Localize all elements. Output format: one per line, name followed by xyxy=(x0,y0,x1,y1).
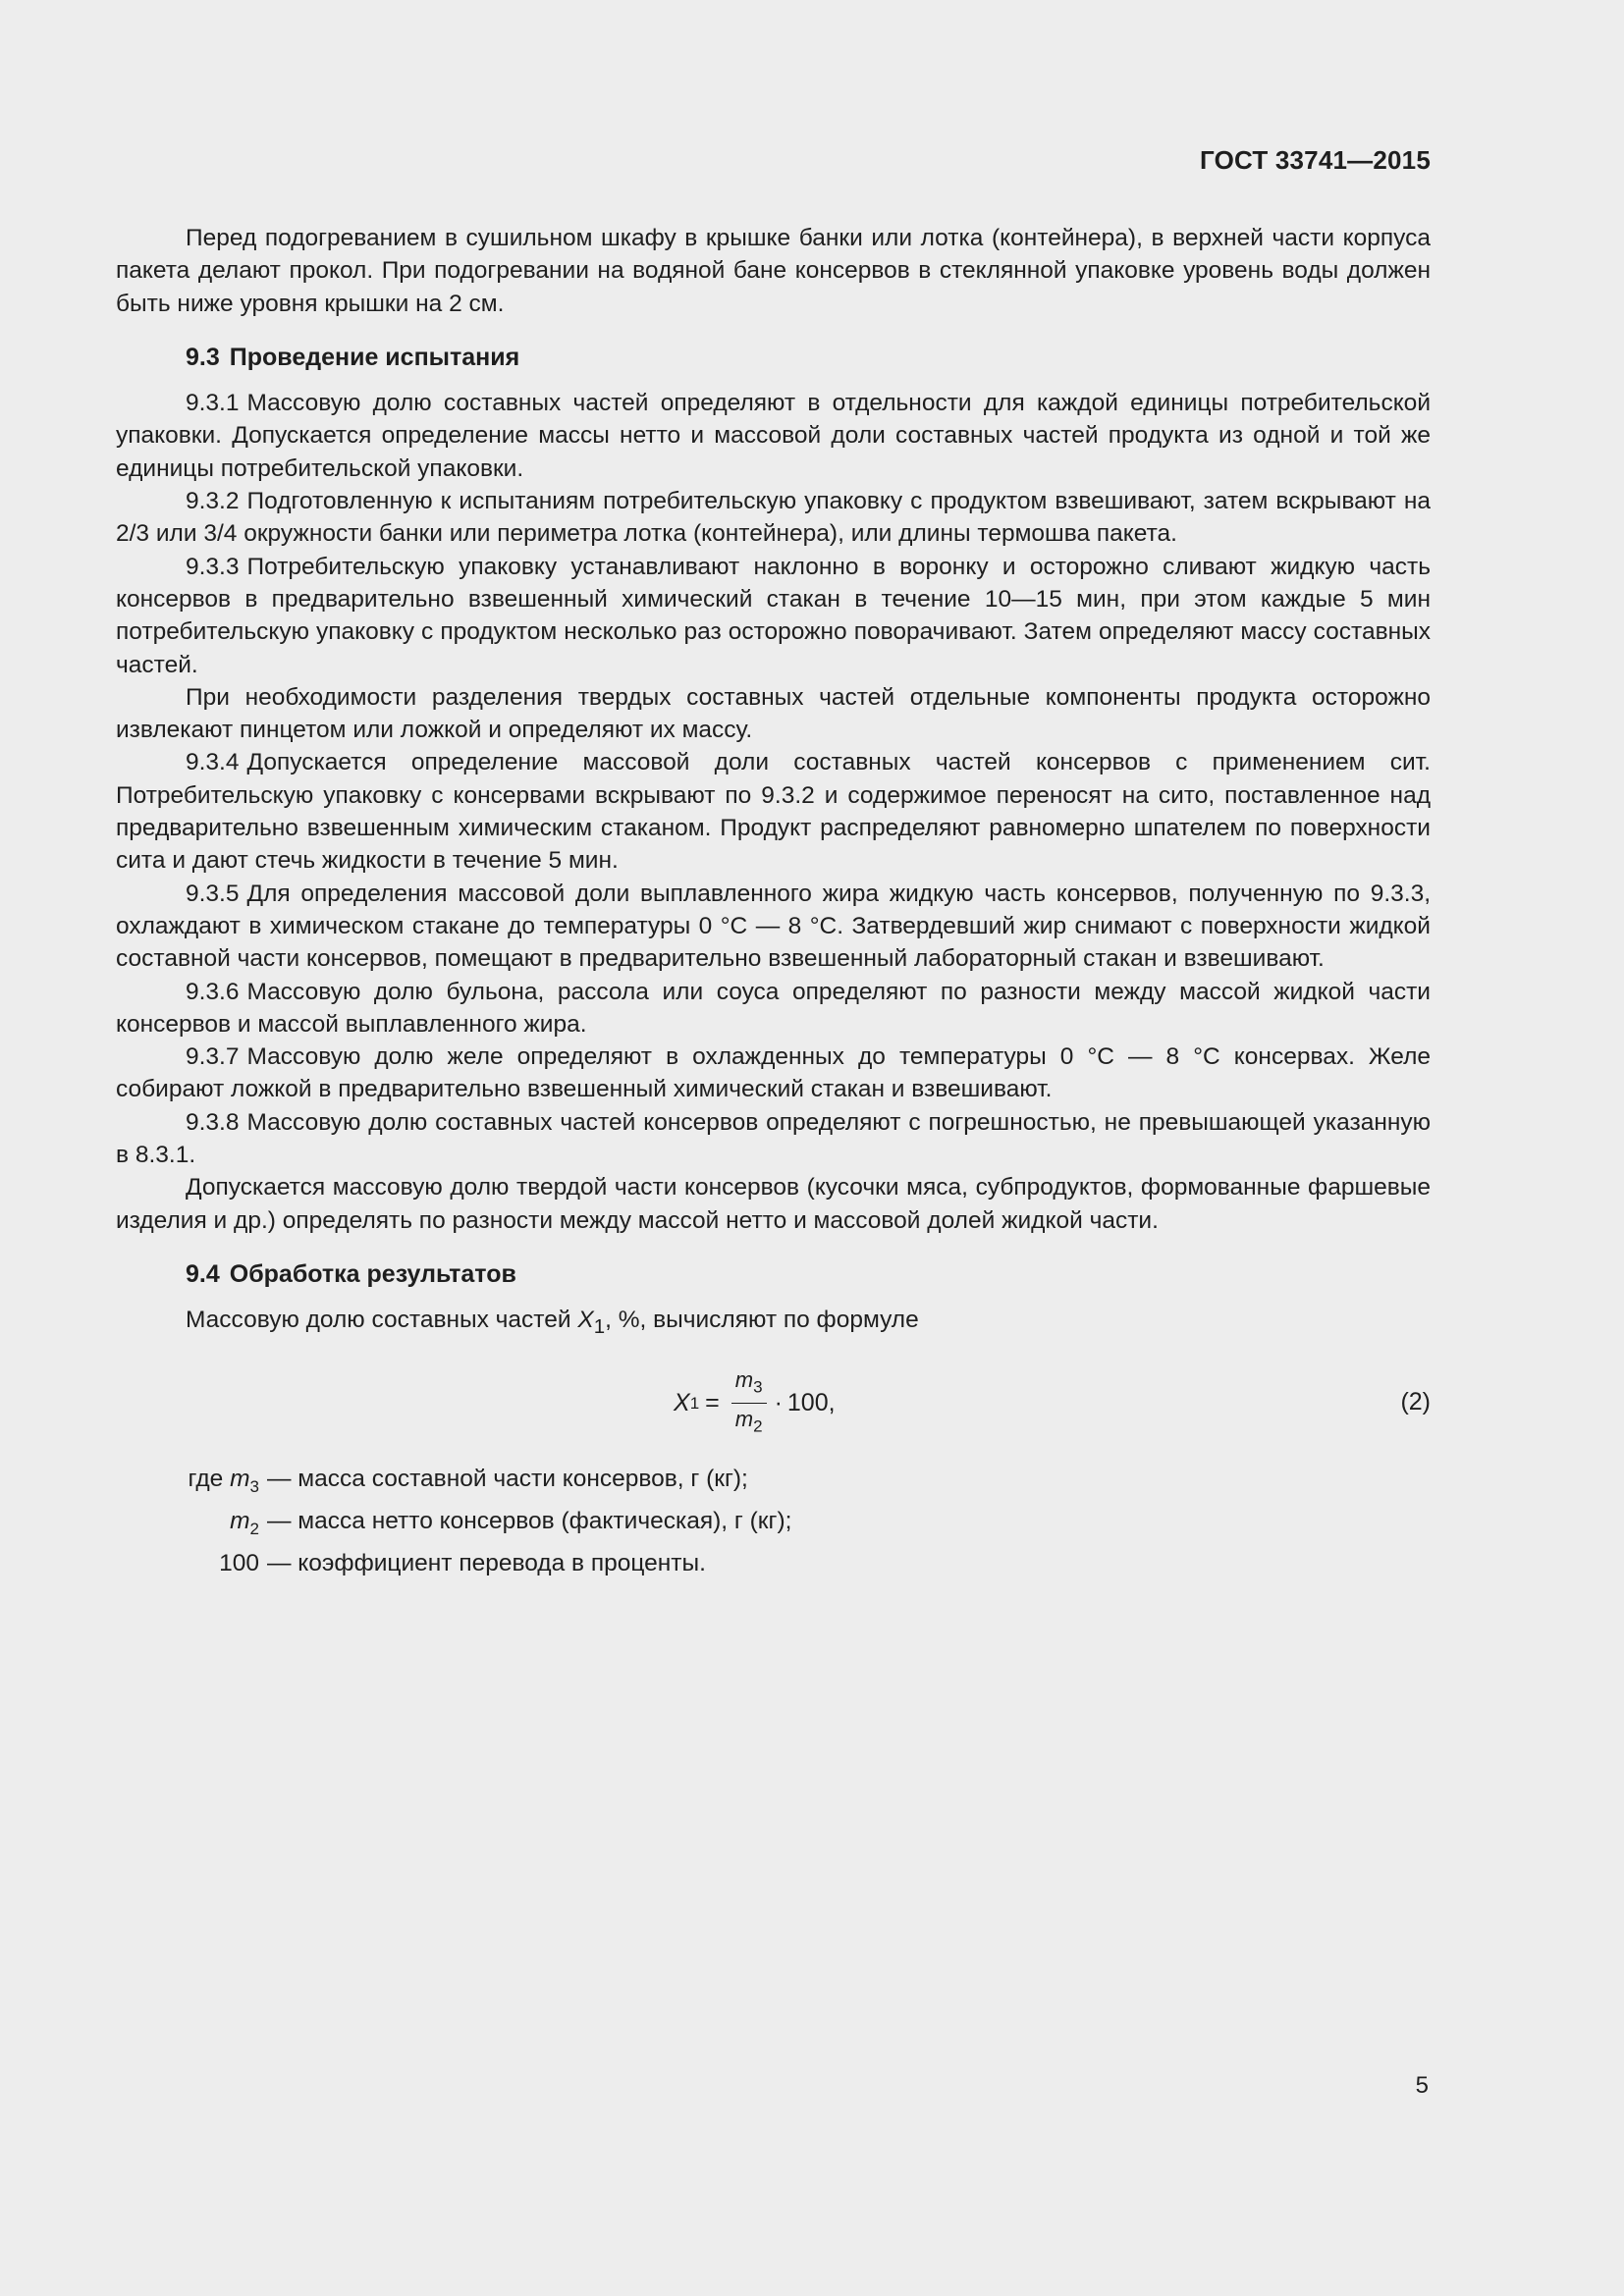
paragraph-number: 9.3.1 xyxy=(186,390,240,417)
definition-symbol xyxy=(116,1462,267,1504)
paragraph-9-3-7 xyxy=(116,1041,1431,1106)
paragraph-number: 9.3.6 xyxy=(186,978,240,1005)
page-number: 5 xyxy=(1415,2072,1429,2099)
paragraph-text: Для определения массовой доли выплавленного жира жидкую часть консервов, полученную по 9.3.3, охлаждают в химическом стакане до температуры 0 °С — 8 °С. Затвердевший жир снимают с поверхности жидкой составной части консервов, помещают в предварительно взвешенный лабораторный стакан и взвешивают. xyxy=(116,880,1431,973)
definition-row xyxy=(116,1546,1431,1588)
formula-lead-paragraph xyxy=(116,1304,1431,1344)
fraction-denominator xyxy=(731,1404,767,1440)
paragraph-text: Допускается определение массовой доли составных частей консервов с применением сит. Потребительскую упаковку с консервами вскрывают по 9.3.2 и содержимое переносят на сито, поставленное над предварительно взвешенным химическим стаканом. Продукт распределяют равномерно шпателем по поверхности сита и дают стечь жидкости в течение 5 мин. xyxy=(116,749,1431,875)
paragraph-number: 9.3.4 xyxy=(186,749,240,776)
paragraph-number: 9.3.2 xyxy=(186,488,240,515)
intro-paragraph: Перед подогреванием в сушильном шкафу в крышке банки или лотка (контейнера), в верхней части корпуса пакета делают прокол. При подогревании на водяной бане консервов в стеклянной упаковке уровень воды должен быть ниже уровня крышки на 2 см. xyxy=(116,225,1431,317)
document-code-header: ГОСТ 33741—2015 xyxy=(1200,145,1431,175)
paragraph-text: Массовую долю желе определяют в охлажденных до температуры 0 °С — 8 °С консервах. Желе собирают ложкой в предварительно взвешенный химический стакан и взвешивают. xyxy=(116,1043,1431,1103)
definition-subscript: 3 xyxy=(249,1477,259,1497)
definition-text: — масса составной части консервов, г (кг); xyxy=(267,1466,748,1493)
section-9-3-title: Проведение испытания xyxy=(229,343,520,371)
definition-subscript: 2 xyxy=(249,1520,259,1539)
paragraph-number: 9.3.8 xyxy=(186,1108,240,1136)
definition-text: — масса нетто консервов (фактическая), г (кг); xyxy=(267,1508,792,1535)
formula-lhs-variable: X xyxy=(674,1388,690,1416)
formula-2 xyxy=(674,1362,836,1444)
paragraph-text: Потребительскую упаковку устанавливают наклонно в воронку и осторожно сливают жидкую часть консервов в предварительно взвешенный химический стакан в течение 10—15 мин, при этом каждые 5 мин потребительскую упаковку с продуктом несколько раз осторожно поворачивают. Затем определяют массу составных частей. xyxy=(116,553,1431,678)
paragraph-text: При необходимости разделения твердых составных частей отдельные компоненты продукта осторожно извлекают пинцетом или ложкой и определяют их массу. xyxy=(116,683,1431,744)
definition-symbol xyxy=(116,1546,267,1588)
paragraph-9-3-1 xyxy=(116,387,1431,485)
fraction-numerator xyxy=(731,1366,767,1404)
paragraph-9-3-8-continued xyxy=(116,1171,1431,1237)
formula-definitions xyxy=(116,1462,1431,1588)
formula-lhs-subscript: 1 xyxy=(689,1393,700,1413)
section-9-4-title: Обработка результатов xyxy=(229,1259,516,1288)
denominator-subscript: 2 xyxy=(753,1416,763,1436)
definition-symbol xyxy=(116,1504,267,1546)
paragraph-9-3-2 xyxy=(116,485,1431,551)
section-9-4-heading xyxy=(116,1258,1431,1291)
paragraph-text: Подготовленную к испытаниям потребительскую упаковку с продуктом взвешивают, затем вскрывают на 2/3 или 3/4 окружности банки или периметра лотка (контейнера), или длины термошва пакета. xyxy=(116,488,1431,548)
lead-text: Массовую долю составных частей xyxy=(186,1307,578,1334)
formula-multiply-sign: · xyxy=(774,1388,783,1416)
paragraph-9-3-4 xyxy=(116,746,1431,877)
section-9-3-number: 9.3 xyxy=(186,343,220,371)
section-9-4-number: 9.4 xyxy=(186,1259,220,1288)
equation-number: (2) xyxy=(1400,1388,1431,1416)
formula-block xyxy=(116,1362,1431,1444)
numerator-variable: m xyxy=(734,1366,754,1392)
definition-text: — коэффициент перевода в проценты. xyxy=(267,1550,706,1577)
paragraph-text: Массовую долю составных частей консервов определяют с погрешностью, не превышающей указанную в 8.3.1. xyxy=(116,1108,1431,1169)
numerator-subscript: 3 xyxy=(753,1376,763,1396)
paragraph-text: Массовую долю составных частей определяют в отдельности для каждой единицы потребительской упаковки. Допускается определение массы нетто и массовой доли составных частей продукта из одной и той же единицы потребительской упаковки. xyxy=(116,390,1431,482)
formula-fraction xyxy=(731,1366,767,1441)
paragraph-9-3-8 xyxy=(116,1106,1431,1172)
definition-row xyxy=(116,1504,1431,1546)
denominator-variable: m xyxy=(734,1406,754,1431)
definition-variable: m xyxy=(230,1466,250,1493)
definition-variable: m xyxy=(230,1508,250,1535)
lead-variable: X xyxy=(577,1307,594,1334)
paragraph-number: 9.3.7 xyxy=(186,1043,240,1071)
paragraph-text: Допускается массовую долю твердой части консервов (кусочки мяса, субпродуктов, формованные фаршевые изделия и др.) определять по разности между массой нетто и массовой долей жидкой части. xyxy=(116,1174,1431,1234)
lead-variable-subscript: 1 xyxy=(593,1316,606,1339)
formula-factor: 100, xyxy=(786,1388,836,1416)
lead-text-end: , %, вычисляют по формуле xyxy=(605,1307,919,1334)
paragraph-9-3-6 xyxy=(116,976,1431,1041)
definition-prefix: 100 xyxy=(219,1550,259,1577)
section-9-3-heading xyxy=(116,342,1431,374)
section-9-3-items xyxy=(116,387,1431,1237)
paragraph-9-3-3-continued xyxy=(116,681,1431,747)
definition-prefix: где xyxy=(188,1466,231,1493)
paragraph-number: 9.3.3 xyxy=(186,553,240,580)
document-body xyxy=(116,222,1431,1588)
paragraph-text: Массовую долю бульона, рассола или соуса определяют по разности между массой жидкой части консервов и массой выплавленного жира. xyxy=(116,978,1431,1038)
paragraph-9-3-5 xyxy=(116,878,1431,976)
formula-equals-sign: = xyxy=(705,1388,720,1416)
paragraph-number: 9.3.5 xyxy=(186,880,240,907)
paragraph-9-3-3 xyxy=(116,551,1431,681)
definition-row xyxy=(116,1462,1431,1504)
